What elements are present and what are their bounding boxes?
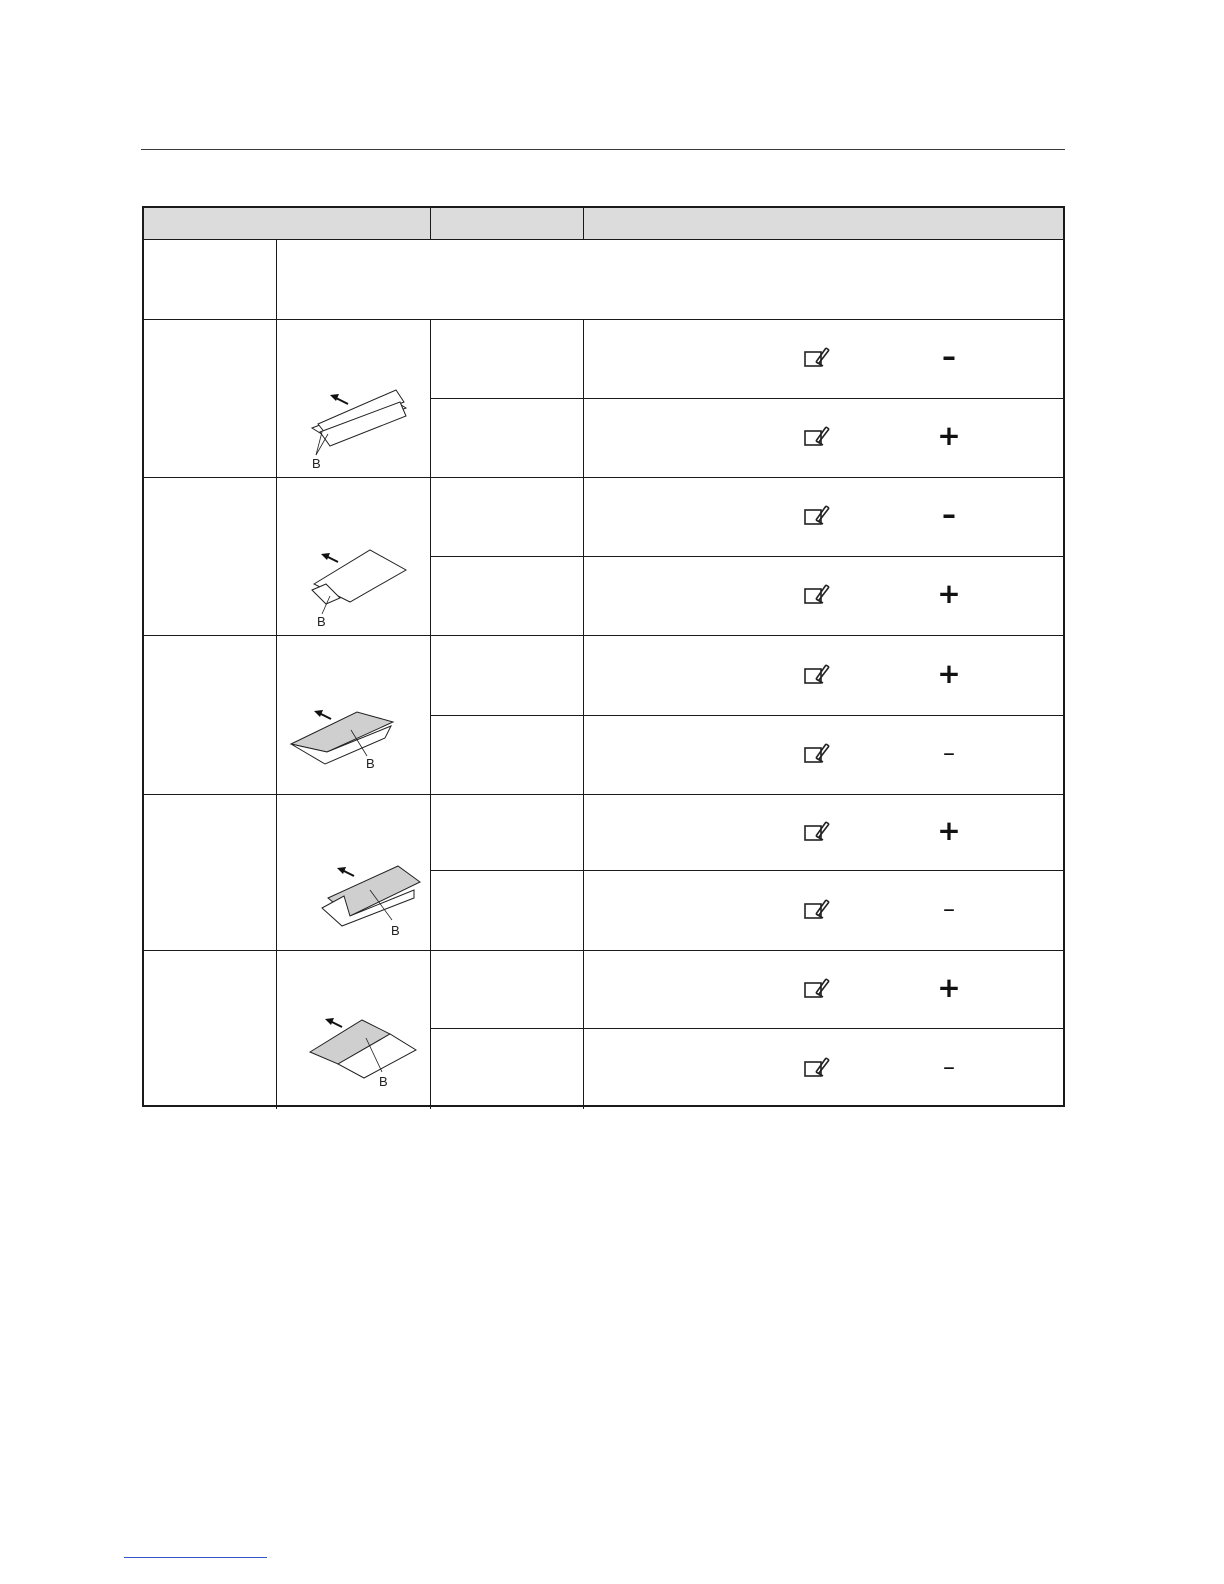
subrow-divider (430, 715, 1063, 716)
paper-fold-figure-1 (300, 380, 420, 475)
header-col-divider-1 (430, 208, 431, 239)
adjust-settings-icon (802, 818, 832, 844)
adjust-settings-icon (802, 423, 832, 449)
plus-sign: + (937, 814, 961, 847)
subrow-divider (430, 870, 1063, 871)
table-header-row (144, 208, 1063, 239)
adjust-settings-icon (802, 896, 832, 922)
adjust-settings-icon (802, 502, 832, 528)
minus-sign: – (942, 340, 956, 373)
figure-label-b: B (391, 923, 400, 938)
row-divider (144, 950, 1063, 951)
adjustment-table (142, 206, 1065, 1107)
figure-label-b: B (379, 1074, 388, 1089)
adjust-settings-icon (802, 344, 832, 370)
footer-link-underline (124, 1557, 267, 1558)
minus-sign: – (942, 498, 956, 531)
plus-sign: + (937, 657, 961, 690)
subrow-divider (430, 556, 1063, 557)
intro-row (144, 240, 1063, 319)
paper-fold-figure-4 (318, 862, 428, 942)
adjust-settings-icon (802, 661, 832, 687)
header-rule (141, 149, 1065, 150)
header-col-divider-2 (583, 208, 584, 239)
col-divider-3 (583, 319, 584, 1109)
intro-col-divider (276, 240, 277, 319)
row-divider (144, 635, 1063, 636)
adjust-settings-icon (802, 975, 832, 1001)
figure-label-b: B (317, 614, 326, 629)
row-divider (144, 477, 1063, 478)
col-divider-1 (276, 319, 277, 1109)
subrow-divider (430, 1028, 1063, 1029)
row-divider (144, 794, 1063, 795)
paper-fold-figure-3 (285, 700, 405, 775)
paper-fold-figure-5 (306, 1014, 426, 1094)
minus-sign: – (943, 895, 955, 923)
plus-sign: + (937, 577, 961, 610)
paper-fold-figure-2 (300, 540, 420, 635)
minus-sign: – (943, 739, 955, 767)
minus-sign: – (943, 1053, 955, 1081)
adjust-settings-icon (802, 581, 832, 607)
adjust-settings-icon (802, 1054, 832, 1080)
plus-sign: + (937, 419, 961, 452)
intro-divider (144, 319, 1063, 320)
col-divider-2 (430, 319, 431, 1109)
subrow-divider (430, 398, 1063, 399)
adjust-settings-icon (802, 740, 832, 766)
figure-label-b: B (312, 456, 321, 471)
plus-sign: + (937, 971, 961, 1004)
figure-label-b: B (366, 756, 375, 771)
